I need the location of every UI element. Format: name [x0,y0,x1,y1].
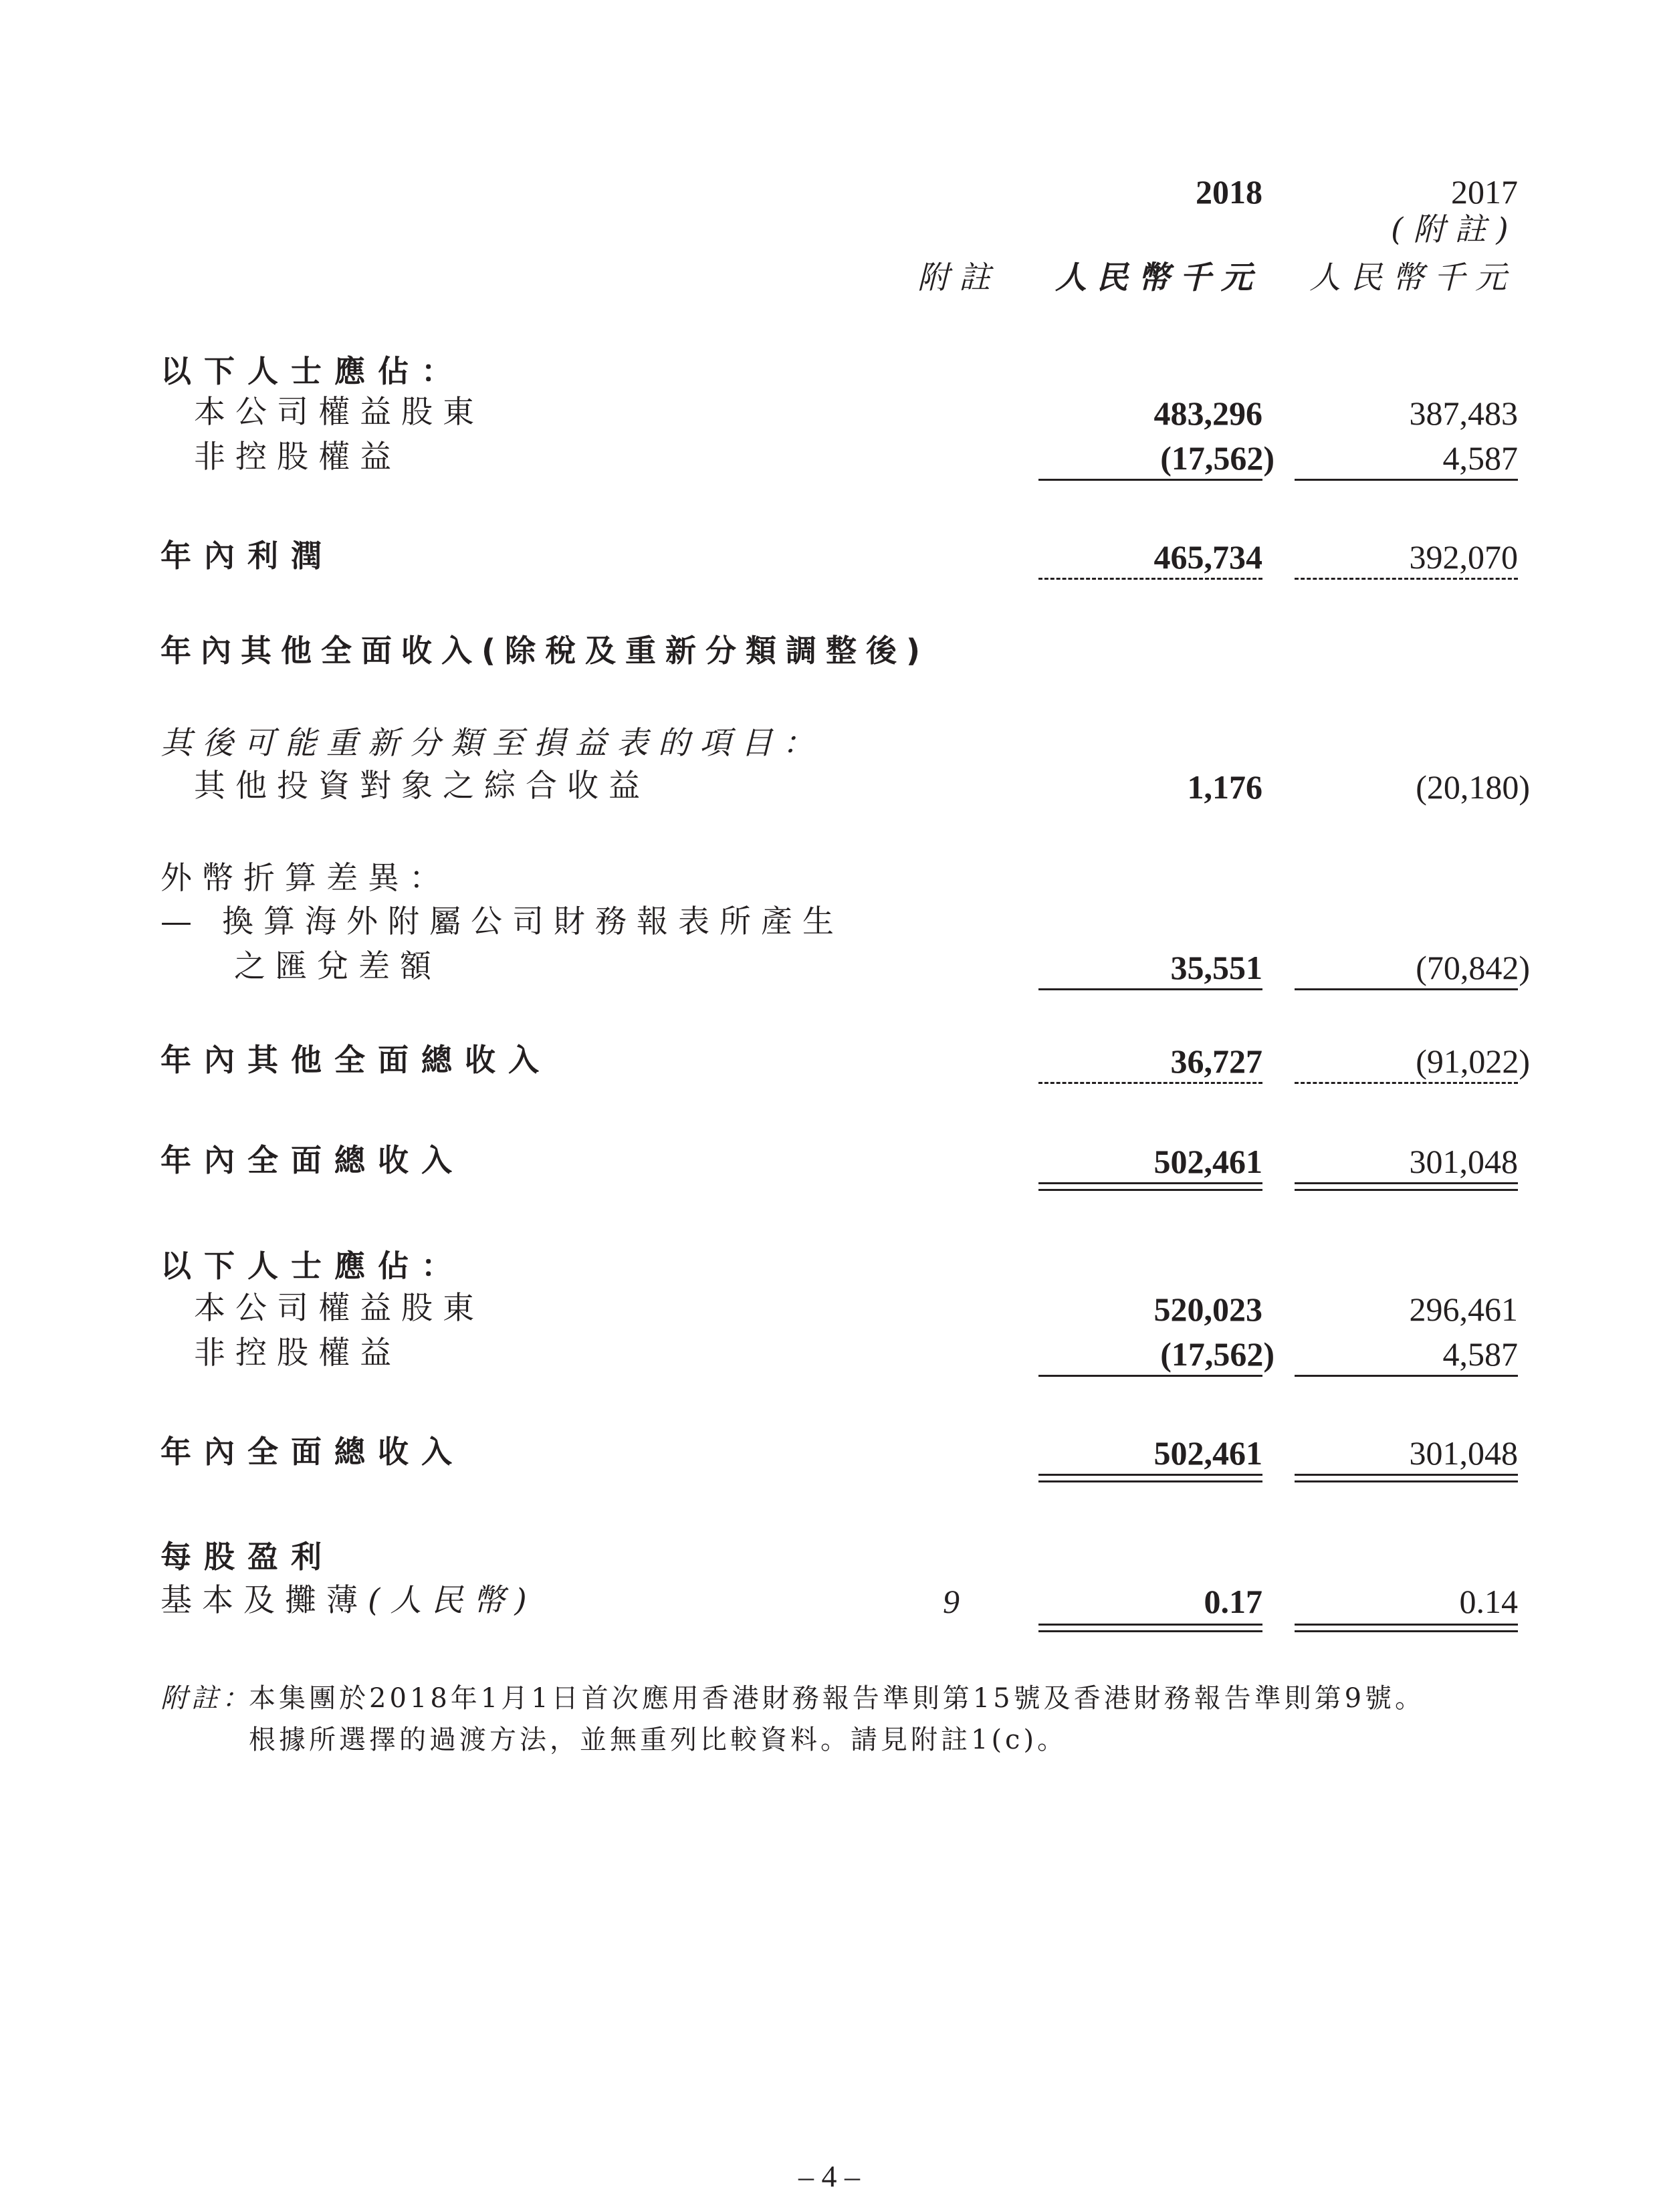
tci-attributable-heading: 以下人士應佔： [160,1248,465,1284]
eps-label-unit: (人民幣) [368,1582,537,1619]
eps-2018: 0.17 [1204,1583,1262,1620]
eps-2017: 0.14 [1459,1583,1518,1620]
fx-rule-2017 [1295,988,1518,990]
oci-dashed-rule-2018 [1038,1082,1262,1084]
page-number: – 4 – [798,2159,860,2193]
unit-prior-header: 人民幣千元 [1309,259,1517,296]
owners-2018: 483,296 [1153,395,1262,432]
tci-owners-2018: 520,023 [1153,1291,1262,1328]
tci-total-double-bottom-2017 [1295,1480,1518,1482]
tci-total-2017: 301,048 [1409,1434,1518,1472]
profit-for-year-label: 年內利潤 [160,538,334,574]
investee-2017: (20,180) [1416,768,1530,806]
eps-double-top-2018 [1038,1624,1262,1626]
profit-for-year-2018: 465,734 [1153,538,1262,576]
tci-2017: 301,048 [1409,1143,1518,1180]
owners-label: 本公司權益股東 [194,394,484,431]
oci-total-label: 年內其他全面總收入 [160,1042,552,1078]
tci-double-rule-bottom-2018 [1038,1189,1262,1191]
year-current: 2018 [1196,173,1262,211]
tci-total-double-top-2017 [1295,1474,1518,1476]
fx-2018: 35,551 [1170,949,1262,986]
tci-label: 年內全面總收入 [160,1142,465,1178]
oci-heading: 年內其他全面收入(除稅及重新分類調整後) [160,633,930,669]
fx-rule-2018 [1038,988,1262,990]
tci-subtotal-rule-2018 [1038,1375,1262,1377]
footnote-line-2: 根據所選擇的過渡方法，並無重列比較資料。請見附註1(c)。 [249,1725,1068,1755]
tci-total-2018: 502,461 [1153,1434,1262,1472]
eps-note-ref: 9 [943,1583,960,1620]
oci-total-2018: 36,727 [1170,1042,1262,1080]
tci-owners-2017: 296,461 [1409,1291,1518,1328]
fx-2017: (70,842) [1416,949,1530,986]
subtotal-rule-2017 [1295,479,1518,481]
tci-nci-label: 非控股權益 [194,1335,401,1371]
oci-total-2017: (91,022) [1416,1042,1530,1080]
tci-owners-label: 本公司權益股東 [194,1290,484,1327]
eps-label [160,1582,537,1619]
dashed-rule-2018 [1038,578,1262,580]
reclass-heading: 其後可能重新分類至損益表的項目： [160,725,824,762]
eps-double-top-2017 [1295,1624,1518,1626]
eps-label-main: 基本及攤薄 [160,1582,368,1619]
tci-double-rule-bottom-2017 [1295,1189,1518,1191]
eps-heading: 每股盈利 [160,1539,334,1575]
nci-label: 非控股權益 [194,439,401,475]
tci-total-double-bottom-2018 [1038,1480,1262,1482]
fx-line-1: — 換算海外附屬公司財務報表所產生 [160,903,844,940]
tci-subtotal-rule-2017 [1295,1375,1518,1377]
profit-for-year-2017: 392,070 [1409,538,1518,576]
tci-2018: 502,461 [1153,1143,1262,1180]
subtotal-rule-2018 [1038,479,1262,481]
footnote-prefix: 附註： [160,1683,253,1714]
year-prior: 2017 [1451,173,1518,211]
investee-2018: 1,176 [1187,768,1262,806]
tci-nci-2018: (17,562) [1160,1335,1275,1373]
tci-total-label: 年內全面總收入 [160,1434,465,1470]
tci-double-rule-top-2017 [1295,1182,1518,1184]
eps-double-bottom-2018 [1038,1630,1262,1632]
oci-dashed-rule-2017 [1295,1082,1518,1084]
nci-2017: 4,587 [1442,439,1518,477]
tci-nci-2017: 4,587 [1442,1335,1518,1373]
footnote-line-1: 本集團於2018年1月1日首次應用香港財務報告準則第15號及香港財務報告準則第9號。 [249,1683,1426,1714]
profit-attributable-heading: 以下人士應佔： [160,353,465,389]
dashed-rule-2017 [1295,578,1518,580]
prior-year-note: (附註) [1391,211,1519,248]
note-column-header: 附註 [917,259,1000,296]
tci-total-double-top-2018 [1038,1474,1262,1476]
eps-double-bottom-2017 [1295,1630,1518,1632]
fx-heading: 外幣折算差異： [160,860,451,897]
investee-label: 其他投資對象之綜合收益 [194,768,650,804]
nci-2018: (17,562) [1160,439,1275,477]
unit-current-header: 人民幣千元 [1055,259,1262,296]
tci-double-rule-top-2018 [1038,1182,1262,1184]
fx-line-2: 之匯兌差額 [234,948,441,985]
owners-2017: 387,483 [1409,395,1518,432]
